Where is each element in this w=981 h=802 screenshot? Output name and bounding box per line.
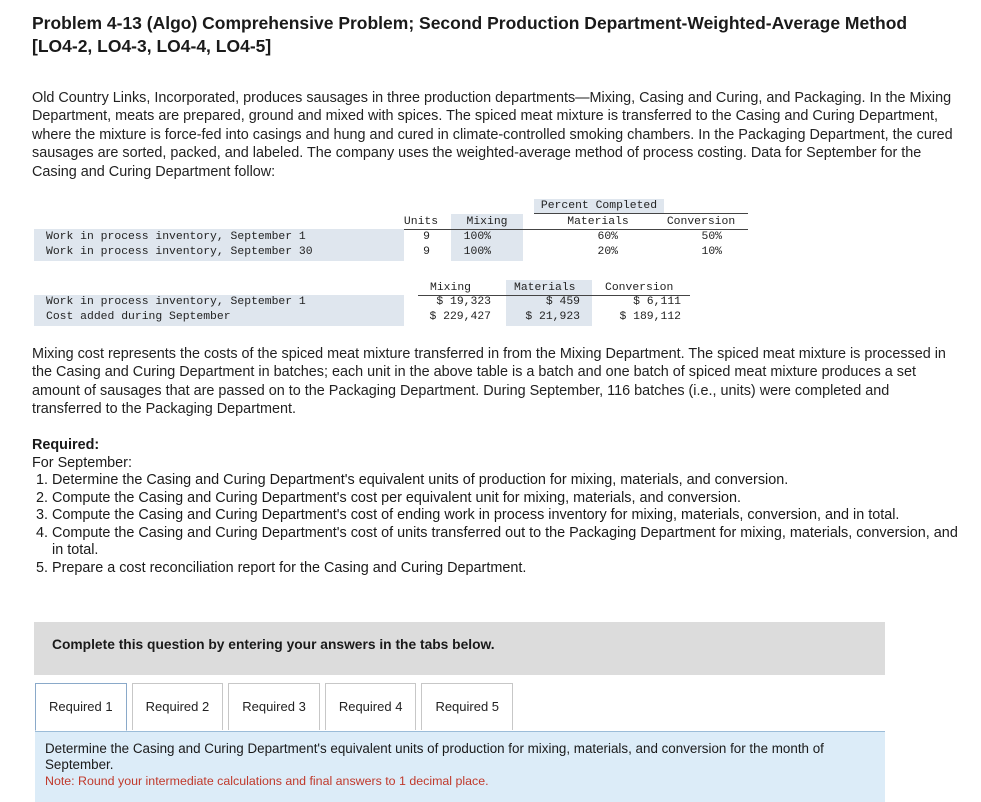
materials-header: Materials [567,216,629,228]
row-mixing: $ 229,427 [429,311,491,323]
row-label: Work in process inventory, September 30 [46,246,313,258]
row-label: Work in process inventory, September 1 [46,296,306,308]
cost-materials-header: Materials [514,282,576,294]
required-item: 2. Compute the Casing and Curing Department's cost per equivalent unit for mixing, materials, and conversion. [52,490,967,508]
panel-instruction: Determine the Casing and Curing Department's equivalent units of production for mixing, materials, and conversion for the month of September. [45,741,824,772]
problem-intro: Old Country Links, Incorporated, produces sausages in three production departments—Mixing, Casing and Curing, and Packaging. In the Mixing Department, meats are prepared, ground and mixed with spices. The spiced meat mixture is transferred to the Casing and Curing Department, where the mixture is force-fed into casings and hung and cured in climate-controlled smoking chambers. In the Packaging Department, the cured sausages are sorted, packed, and labeled. The company uses the weighted-average method of process costing. Data for September for the Casing and Curing Department follow: [32,90,953,180]
instructions-banner [34,622,885,675]
problem-title: Problem 4-13 (Algo) Comprehensive Problem; Second Production Department-Weighted-Average Method [LO4-2, LO4-3, LO4-4, LO4-5] [32,13,908,56]
required-item: 4. Compute the Casing and Curing Department's cost of units transferred out to the Packaging Department for mixing, materials, conversion, and in total. [52,525,967,560]
percent-completed-header: Percent Completed [540,200,658,212]
rounding-note: Note: Round your intermediate calculations and final answers to 1 decimal place. [45,774,489,788]
tab-required-4[interactable]: Required 4 [325,683,417,730]
row-materials: 60% [597,231,618,243]
required-item: 1. Determine the Casing and Curing Department's equivalent units of production for mixing, materials, and conversion. [52,472,967,490]
tab-required-3[interactable]: Required 3 [228,683,320,730]
tab-required-1[interactable]: Required 1 [35,683,127,731]
tab-required-5[interactable]: Required 5 [421,683,513,730]
row-mixing: 100% [463,231,491,243]
row-materials: $ 459 [545,296,580,308]
row-label: Work in process inventory, September 1 [46,231,306,243]
mixing-cost-paragraph: Mixing cost represents the costs of the spiced meat mixture transferred in from the Mixing Department. The spiced meat mixture is processed in the Casing and Curing Department in batches; each unit in the above table is a batch and one batch of spiced meat mixture produces a set amount of sausages that are passed on to the Packaging Department. During September, 116 batches (i.e., units) were completed and transferred to the Packaging Department. [32,346,946,418]
row-conversion: $ 189,112 [619,311,681,323]
units-header: Units [403,216,439,228]
row-conversion: 50% [701,231,722,243]
conversion-header: Conversion [666,216,736,228]
row-label: Cost added during September [46,311,231,323]
row-units: 9 [423,246,430,258]
row-materials: $ 21,923 [525,311,580,323]
tab-required-2[interactable]: Required 2 [132,683,224,730]
required-item: 5. Prepare a cost reconciliation report for the Casing and Curing Department. [52,560,967,578]
cost-mixing-header: Mixing [430,282,472,294]
row-units: 9 [423,231,430,243]
required-subtitle: For September: [32,455,132,471]
mixing-header: Mixing [466,216,508,228]
tab-bar [35,683,518,731]
required-title: Required: [32,437,100,453]
banner-text: Complete this question by entering your answers in the tabs below. [52,637,495,652]
row-materials: 20% [597,246,618,258]
cost-conversion-header: Conversion [605,282,674,294]
row-conversion: $ 6,111 [633,296,681,308]
row-conversion: 10% [701,246,722,258]
row-mixing: $ 19,323 [436,296,491,308]
required-list [32,472,967,578]
required-item: 3. Compute the Casing and Curing Department's cost of ending work in process inventory for mixing, materials, conversion, and in total. [52,507,967,525]
row-mixing: 100% [463,246,491,258]
tab-panel [35,731,885,802]
